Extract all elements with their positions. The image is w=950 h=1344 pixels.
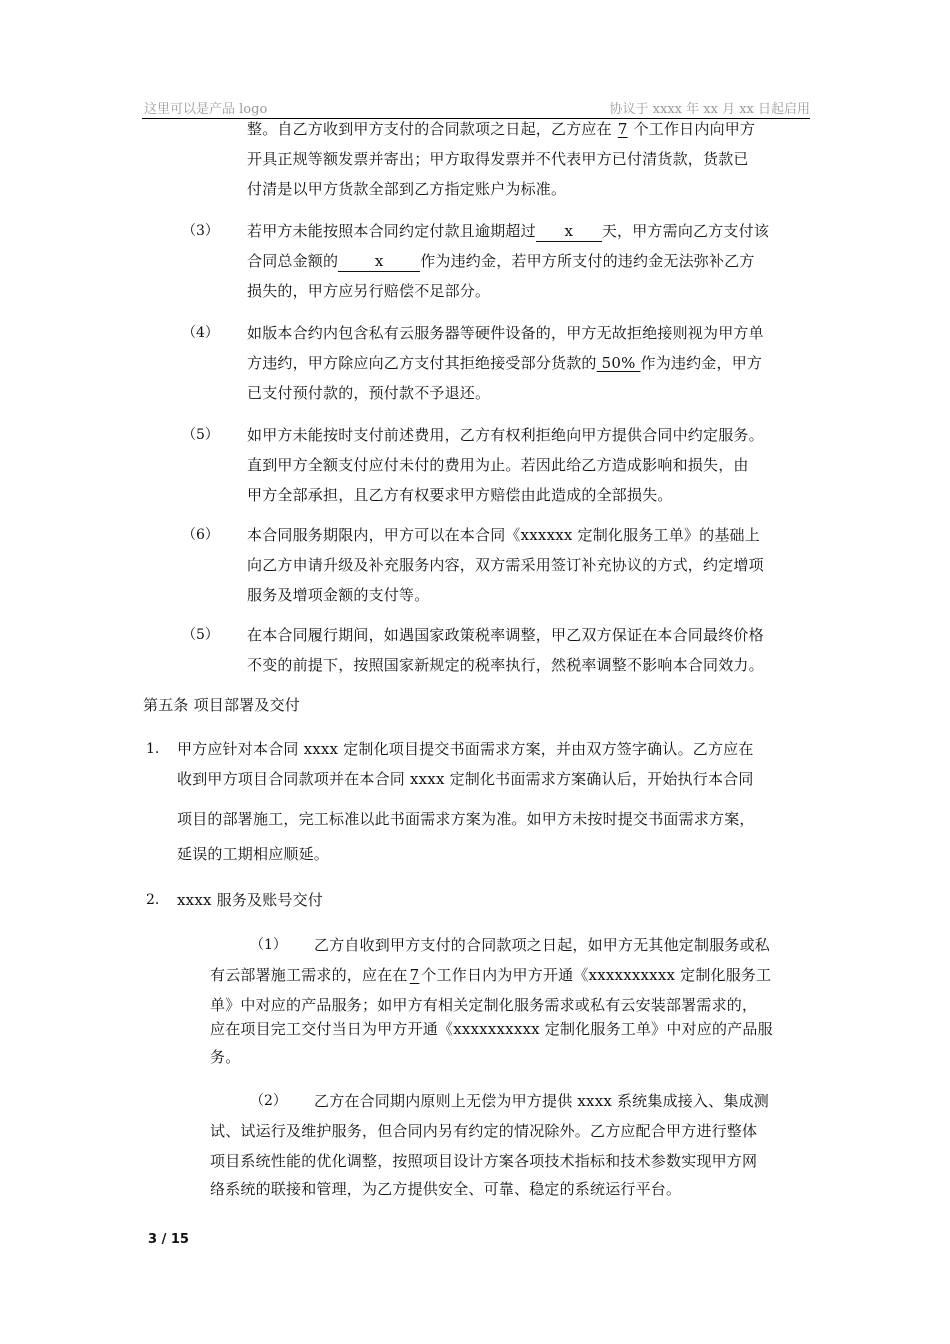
clause-3-line-1	[247, 220, 769, 242]
clause-cont-line-1	[247, 118, 755, 140]
clause-number: （5）	[182, 627, 219, 643]
clause-4-line-2	[247, 352, 762, 374]
clause-number: （3）	[182, 223, 219, 239]
clause-3-line-3: 损失的，甲方应另行赔偿不足部分。	[247, 282, 491, 300]
sub-2-line-3: 项目系统性能的优化调整，按照项目设计方案各项技术指标和技术参数实现甲方网	[210, 1152, 758, 1170]
clause-number: （4）	[182, 325, 219, 341]
clause-5-line-1: 如甲方未能按时支付前述费用，乙方有权利拒绝向甲方提供合同中约定服务。	[247, 426, 764, 444]
page-header	[142, 96, 810, 119]
header-logo-placeholder: 这里可以是产品 logo	[144, 102, 268, 117]
days-value: 7	[409, 966, 420, 984]
penalty-rate-blank: x	[338, 252, 420, 272]
item-1-line-4: 延误的工期相应顺延。	[177, 845, 330, 863]
page-number: 3 / 15	[148, 1232, 189, 1247]
text: 若甲方未能按照本合同约定付款且逾期超过	[247, 222, 536, 240]
clause-number: （6）	[182, 527, 219, 543]
clause-cont-line-2: 开具正规等额发票并寄出；甲方取得发票并不代表甲方已付清货款，货款已	[247, 150, 749, 168]
clause-5-line-2: 直到甲方全额支付应付未付的费用为止。若因此给乙方造成影响和损失，由	[247, 456, 749, 474]
days-value: 7	[617, 120, 628, 138]
sub-1-line-2	[210, 964, 771, 986]
text: 方违约，甲方除应向乙方支付其拒绝接受部分货款的	[247, 354, 597, 372]
sub-2-line-4: 络系统的联接和管理，为乙方提供安全、可靠、稳定的系统运行平台。	[210, 1180, 682, 1198]
clause-cont-line-3: 付清是以甲方货款全部到乙方指定账户为标准。	[247, 180, 567, 198]
clause-6-line-1: 本合同服务期限内，甲方可以在本合同《xxxxxx 定制化服务工单》的基础上	[247, 526, 760, 544]
item-number: 2.	[146, 892, 160, 908]
sub-2-line-1: 乙方在合同期内原则上无偿为甲方提供 xxxx 系统集成接入、集成测	[314, 1092, 769, 1110]
text: 个工作日内为甲方开通《xxxxxxxxxx 定制化服务工	[421, 966, 772, 984]
clause-number: （5）	[182, 427, 219, 443]
item-1-line-2: 收到甲方项目合同款项并在本合同 xxxx 定制化书面需求方案确认后，开始执行本合同	[177, 770, 754, 788]
clause-6-line-2: 向乙方申请升级及补充服务内容，双方需采用签订补充协议的方式，约定增项	[247, 556, 764, 574]
clause-4-line-1: 如版本合约内包含私有云服务器等硬件设备的，甲方无故拒绝接则视为甲方单	[247, 324, 764, 342]
clause-3-line-2	[247, 250, 755, 272]
article-5-title: 第五条 项目部署及交付	[143, 696, 300, 714]
sub-1-line-3: 单》中对应的产品服务；如甲方有相关定制化服务需求或私有云安装部署需求的，	[210, 996, 758, 1014]
sub-item-number: （2）	[250, 1093, 287, 1109]
item-2-title: xxxx 服务及账号交付	[177, 891, 324, 909]
text: 作为违约金，甲方	[640, 354, 763, 372]
sub-1-line-5: 务。	[210, 1048, 241, 1066]
item-1-line-1: 甲方应针对本合同 xxxx 定制化项目提交书面需求方案，并由双方签字确认。乙方应在	[177, 740, 754, 758]
item-number: 1.	[146, 741, 160, 757]
text: 天，甲方需向乙方支付该	[601, 222, 770, 240]
text: 合同总金额的	[247, 252, 339, 270]
sub-item-number: （1）	[250, 937, 287, 953]
sub-1-line-1: 乙方自收到甲方支付的合同款项之日起，如甲方无其他定制服务或私	[314, 936, 771, 954]
text: 个工作日内向甲方	[633, 120, 756, 138]
sub-1-line-4: 应在项目完工交付当日为甲方开通《xxxxxxxxxx 定制化服务工单》中对应的产品服	[210, 1020, 773, 1038]
text: 作为违约金，若甲方所支付的违约金无法弥补乙方	[420, 252, 755, 270]
clause-7-line-1: 在本合同履行期间，如遇国家政策税率调整，甲乙双方保证在本合同最终价格	[247, 626, 764, 644]
text: 有云部署施工需求的，应在在	[210, 966, 408, 984]
item-1-line-3: 项目的部署施工，完工标准以此书面需求方案为准。如甲方未按时提交书面需求方案，	[177, 810, 755, 828]
clause-6-line-3: 服务及增项金额的支付等。	[247, 586, 430, 604]
clause-5-line-3: 甲方全部承担，且乙方有权要求甲方赔偿由此造成的全部损失。	[247, 486, 673, 504]
clause-7-line-2: 不变的前提下，按照国家新规定的税率执行，然税率调整不影响本合同效力。	[247, 656, 764, 674]
overdue-days-blank: x	[536, 222, 602, 242]
text: 整。自乙方收到甲方支付的合同款项之日起，乙方应在	[247, 120, 612, 138]
penalty-percent: 50%	[596, 354, 641, 372]
clause-4-line-3: 已支付预付款的，预付款不予退还。	[247, 384, 491, 402]
header-effective-date: 协议于 xxxx 年 xx 月 xx 日起启用	[609, 102, 810, 117]
sub-2-line-2: 试、试运行及维护服务，但合同内另有约定的情况除外。乙方应配合甲方进行整体	[210, 1122, 758, 1140]
